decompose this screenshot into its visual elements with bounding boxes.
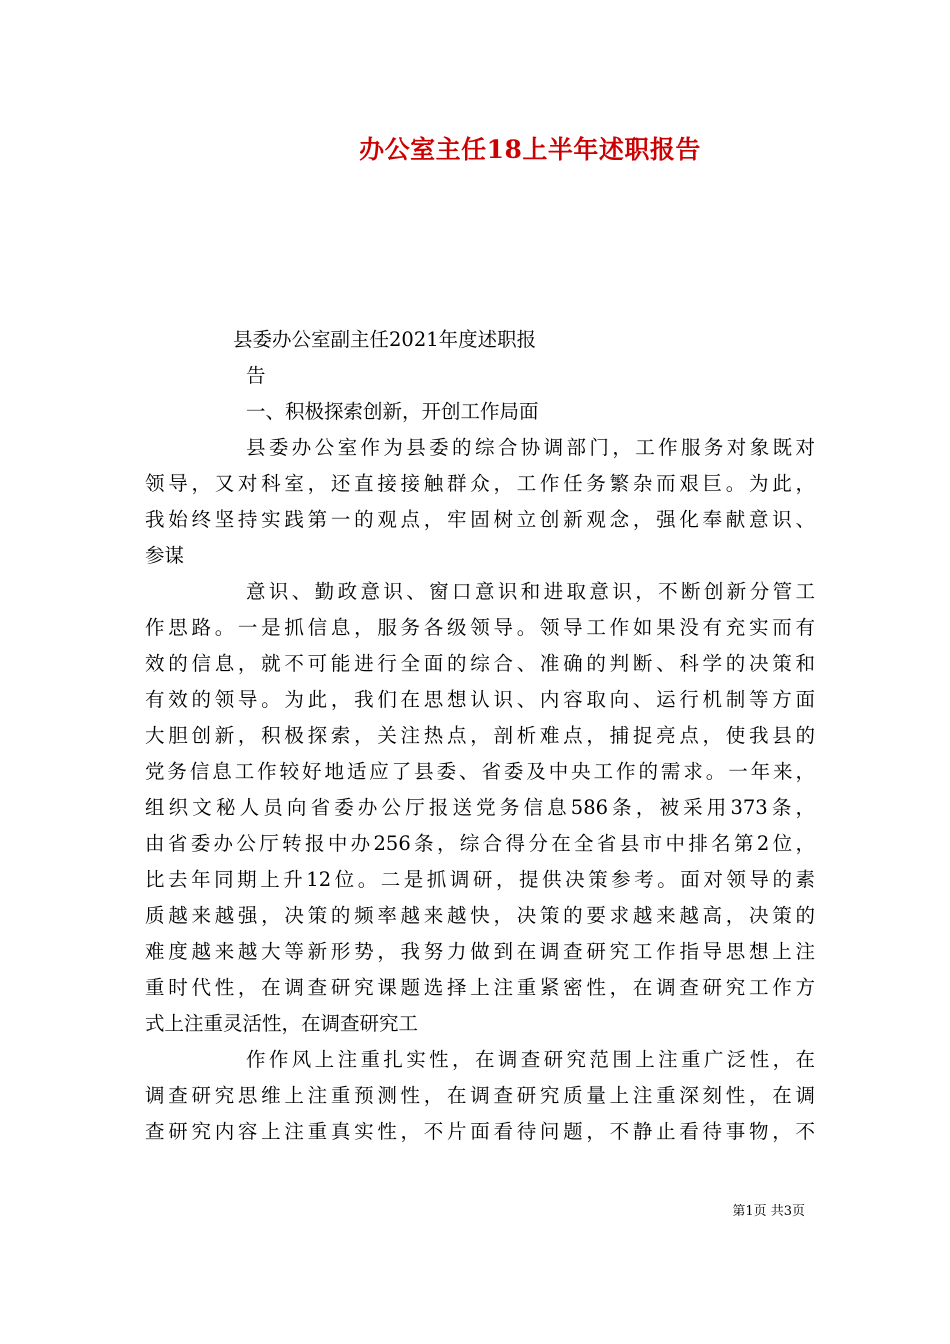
subtitle-line-1: 县委办公室副主任2021年度述职报 — [233, 328, 537, 351]
paragraph-line: 难度越来越大等新形势，我努力做到在调查研究工作指导思想上注 — [145, 940, 815, 963]
paragraph-1 — [145, 430, 815, 574]
document-body — [145, 322, 815, 1150]
paragraph-line: 由省委办公厅转报中办256条，综合得分在全省县市中排名第2位， — [145, 832, 815, 855]
paragraph-2 — [145, 574, 815, 1042]
paragraph-3 — [145, 1042, 815, 1150]
paragraph-line: 式上注重灵活性，在调查研究工 — [145, 1012, 419, 1035]
paragraph-line: 组织文秘人员向省委办公厅报送党务信息586条，被采用373条， — [145, 796, 815, 819]
page-number-footer: 第1页 共3页 — [732, 1204, 805, 1219]
paragraph-line: 意识、勤政意识、窗口意识和进取意识，不断创新分管工 — [246, 580, 815, 603]
paragraph-line: 查研究内容上注重真实性，不片面看待问题，不静止看待事物，不 — [145, 1120, 815, 1143]
paragraph-line: 调查研究思维上注重预测性，在调查研究质量上注重深刻性，在调 — [145, 1084, 815, 1107]
paragraph-line: 我始终坚持实践第一的观点，牢固树立创新观念，强化奉献意识、 — [145, 508, 815, 531]
paragraph-line: 比去年同期上升12位。二是抓调研，提供决策参考。面对领导的素 — [145, 868, 815, 891]
paragraph-line: 大胆创新，积极探索，关注热点，剖析难点，捕捉亮点，使我县的 — [145, 724, 815, 747]
paragraph-line: 作作风上注重扎实性，在调查研究范围上注重广泛性，在 — [246, 1048, 815, 1071]
paragraph-line: 质越来越强，决策的频率越来越快，决策的要求越来越高，决策的 — [145, 904, 815, 927]
paragraph-line: 效的信息，就不可能进行全面的综合、准确的判断、科学的决策和 — [145, 652, 815, 675]
section-heading-1: 一、积极探索创新，开创工作局面 — [246, 400, 539, 423]
paragraph-line: 领导，又对科室，还直接接触群众，工作任务繁杂而艰巨。为此， — [145, 472, 815, 495]
paragraph-line: 重时代性，在调查研究课题选择上注重紧密性，在调查研究工作方 — [145, 976, 815, 999]
paragraph-line: 党务信息工作较好地适应了县委、省委及中央工作的需求。一年来， — [145, 760, 815, 783]
paragraph-line: 县委办公室作为县委的综合协调部门，工作服务对象既对 — [246, 436, 815, 459]
paragraph-line: 参谋 — [145, 544, 185, 567]
paragraph-line: 作思路。一是抓信息，服务各级领导。领导工作如果没有充实而有 — [145, 616, 815, 639]
subtitle-line-2: 告 — [246, 364, 266, 387]
paragraph-line: 有效的领导。为此，我们在思想认识、内容取向、运行机制等方面 — [145, 688, 815, 711]
page-title: 办公室主任18上半年述职报告 — [359, 135, 701, 164]
